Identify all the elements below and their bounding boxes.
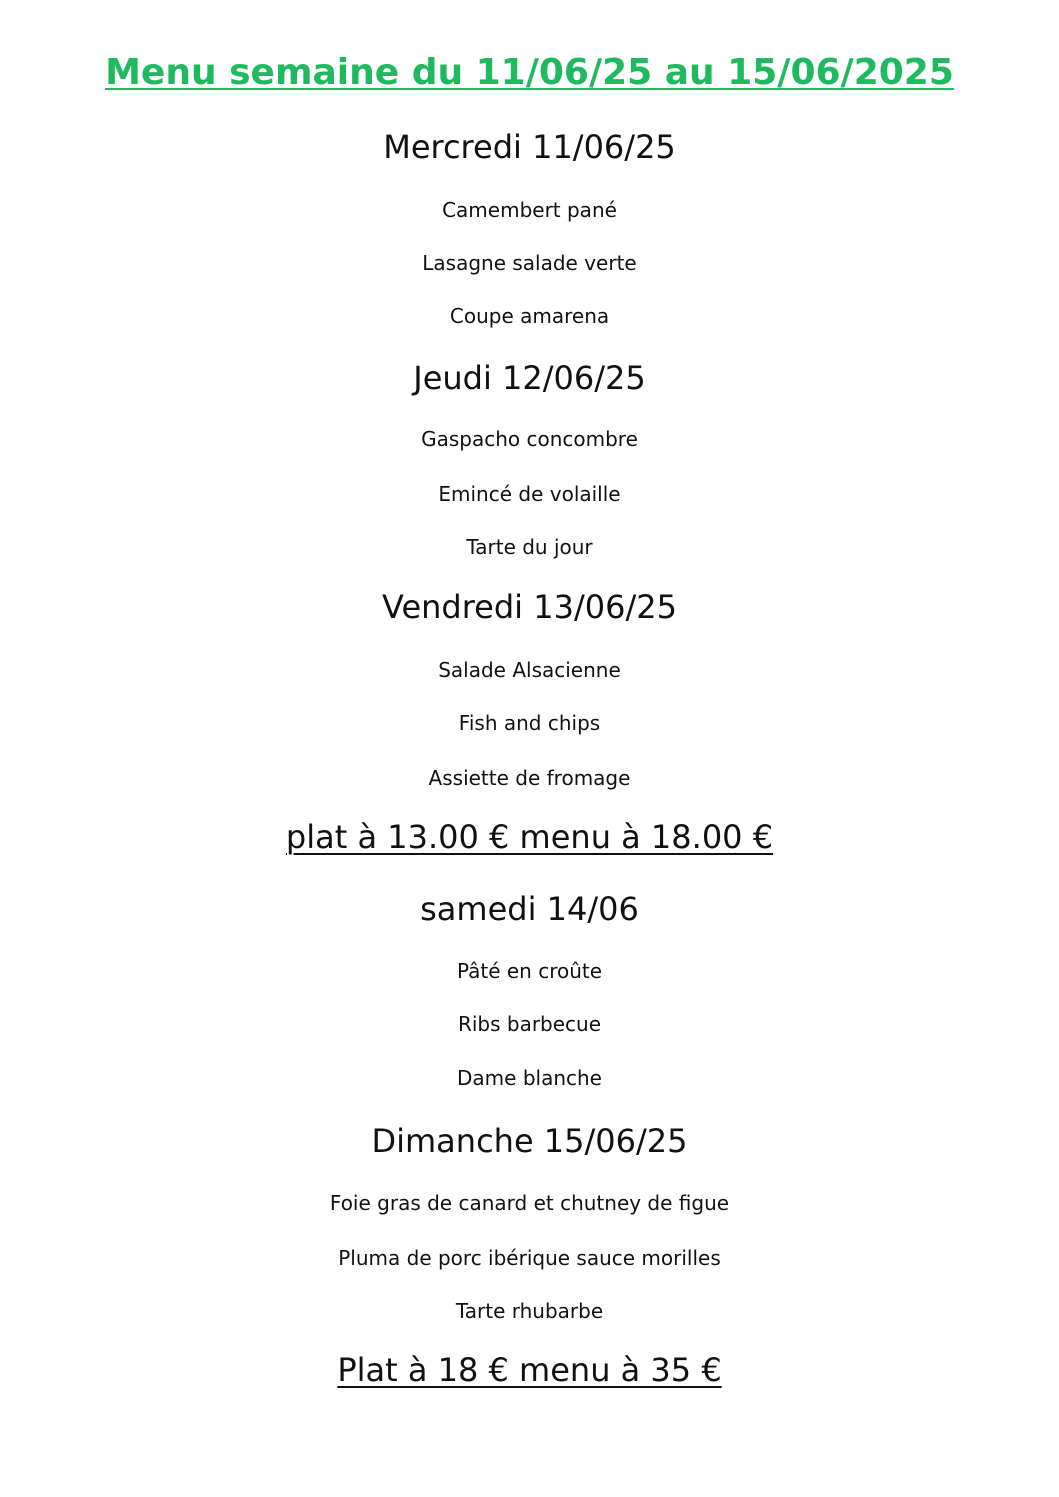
day-heading-jeudi: Jeudi 12/06/25: [413, 359, 646, 397]
dish-item: Coupe amarena: [449, 304, 610, 328]
dish-item: Pluma de porc ibérique sauce morilles: [338, 1246, 721, 1270]
menu-title: Menu semaine du 11/06/25 au 15/06/2025: [105, 52, 954, 93]
dish-item: Dame blanche: [457, 1066, 602, 1090]
dish-item: Salade Alsacienne: [438, 658, 621, 682]
day-heading-mercredi: Mercredi 11/06/25: [383, 128, 676, 166]
day-heading-dimanche: Dimanche 15/06/25: [371, 1122, 688, 1160]
dish-item: Ribs barbecue: [457, 1012, 602, 1036]
dish-item: Fish and chips: [458, 711, 601, 735]
dish-item: Gaspacho concombre: [421, 427, 638, 451]
day-heading-vendredi: Vendredi 13/06/25: [382, 588, 677, 626]
dish-item: Tarte du jour: [466, 535, 593, 559]
dish-item: Camembert pané: [442, 198, 617, 222]
weekday-price: plat à 13.00 € menu à 18.00 €: [285, 818, 774, 856]
dish-item: Pâté en croûte: [456, 959, 603, 983]
dish-item: Tarte rhubarbe: [455, 1299, 604, 1323]
dish-item: Lasagne salade verte: [422, 251, 637, 275]
dish-item: Foie gras de canard et chutney de figue: [329, 1191, 730, 1215]
dish-item: Assiette de fromage: [428, 766, 631, 790]
sunday-price: Plat à 18 € menu à 35 €: [337, 1351, 722, 1389]
dish-item: Emincé de volaille: [438, 482, 621, 506]
day-heading-samedi: samedi 14/06: [420, 890, 639, 928]
